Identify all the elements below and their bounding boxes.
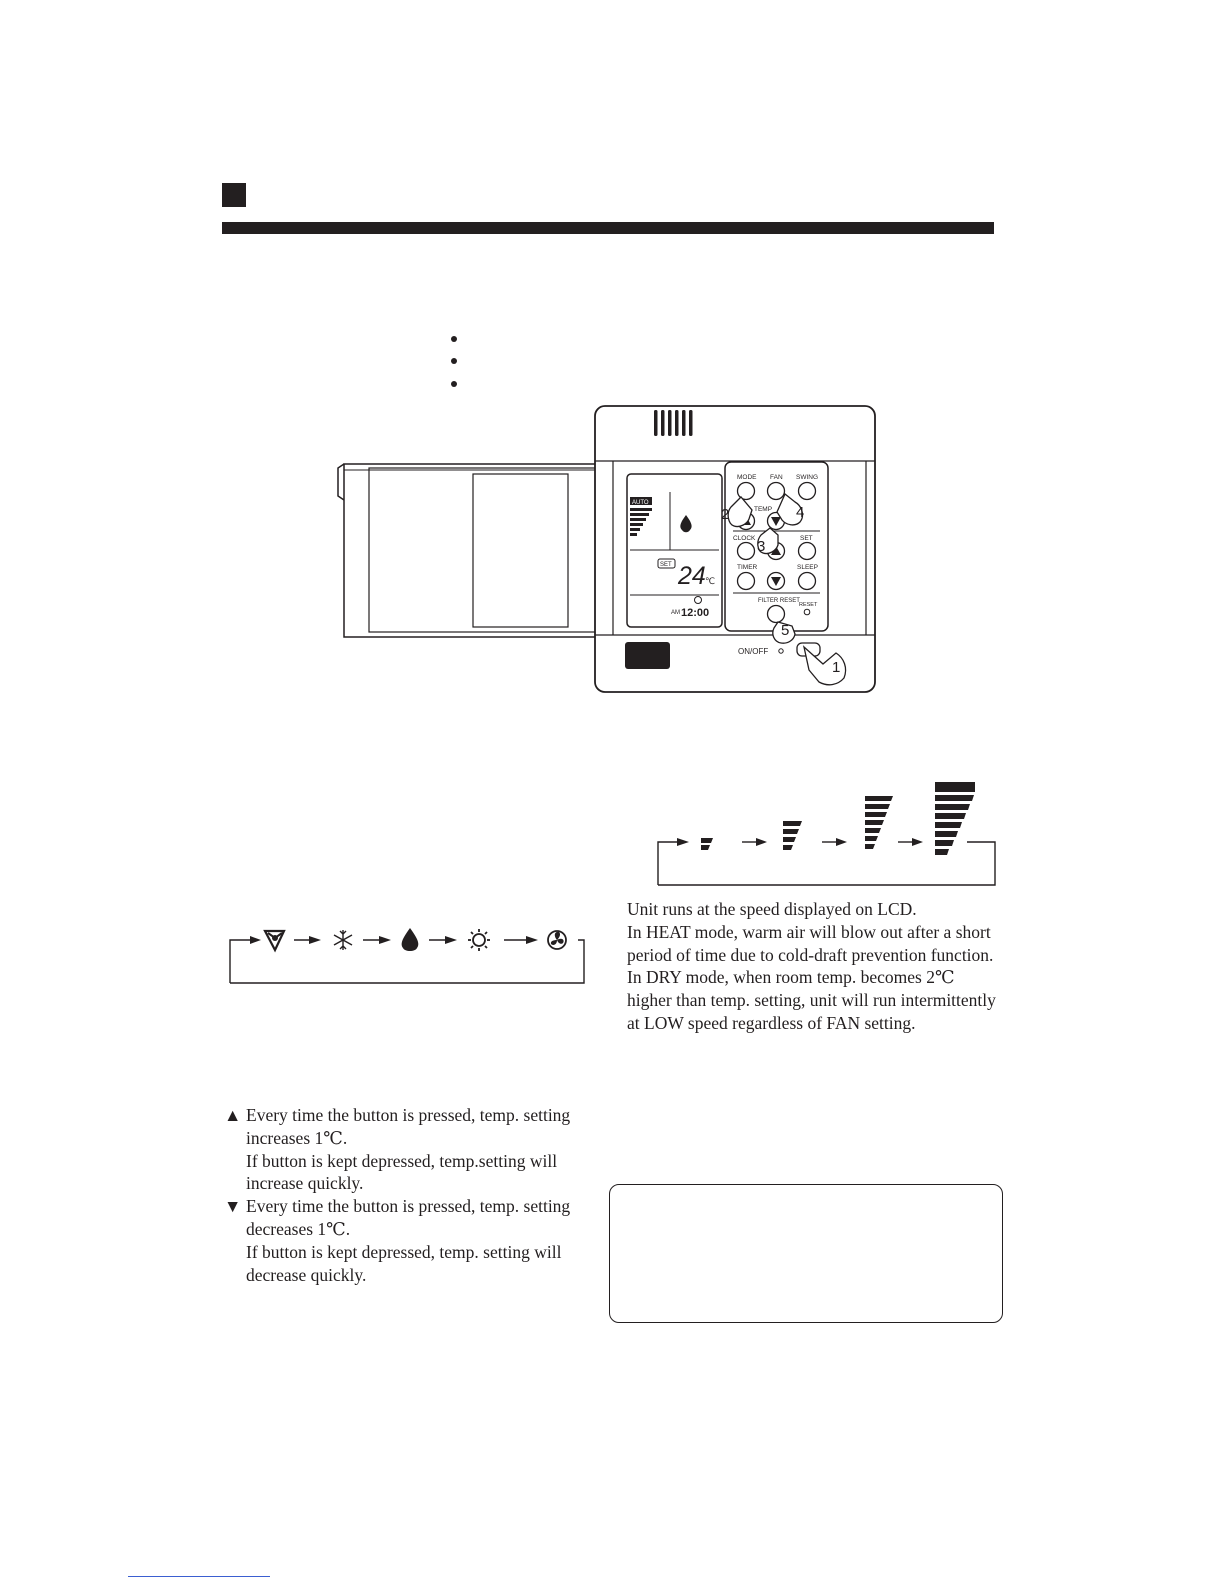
clock-button[interactable] [738,543,755,560]
dry-icon [402,928,419,951]
receiver-window [625,642,670,669]
fan-button[interactable] [768,483,785,500]
swing-label: SWING [796,474,819,481]
reset-button[interactable] [804,609,810,615]
fan-speed-sequence-diagram [655,782,1000,888]
fan-speed-auto-icon [935,782,975,855]
set-button[interactable] [799,543,816,560]
bullet [451,381,457,387]
sleep-button[interactable] [799,573,816,590]
clock-label: CLOCK [733,535,756,542]
temp-line: increases 1℃. [246,1127,348,1148]
filter-reset-label: FILTER RESET [758,598,800,604]
temp-line: Every time the button is pressed, temp. setting [246,1105,571,1125]
lcd-clock-time: 12:00 [681,607,710,619]
remote-controller-illustration [330,402,890,702]
temp-line: increase quickly. [246,1173,364,1194]
triangle-down-icon: ▼ [224,1196,242,1217]
fan-line: higher than temp. setting, unit will run intermittently [627,990,996,1011]
lcd-auto-label: AUTO [632,500,649,506]
bullet [451,336,457,342]
fan-line: period of time due to cold-draft prevention function. [627,944,994,965]
temp-line: Every time the button is pressed, temp. setting [246,1196,571,1217]
timer-label: TIMER [737,564,758,571]
temp-line: If button is kept depressed, temp.setting will [246,1150,558,1171]
on-off-label: ON/OFF [738,647,769,656]
note-box [609,1184,1003,1323]
power-indicator [779,649,783,653]
lcd-am-label: AM [671,610,680,616]
temp-line: If button is kept depressed, temp. setting will [246,1241,562,1262]
fan-label: FAN [770,474,783,481]
filter-reset-button[interactable] [768,606,785,623]
section-marker [222,183,246,207]
lcd-temperature: 24 [678,562,706,590]
step-number: 3 [757,538,766,555]
fan-line: Unit runs at the speed displayed on LCD. [627,899,917,919]
fan-speed-high-icon [865,796,893,849]
footer-link-underline[interactable] [128,1576,270,1577]
auto-icon [265,931,284,950]
step-number: 1 [832,659,841,676]
step-number: 4 [796,504,805,521]
triangle-up-icon: ▲ [224,1105,242,1125]
temp-label: TEMP [754,506,773,513]
set-label: SET [800,535,813,542]
sleep-label: SLEEP [797,564,818,571]
fan-line: In HEAT mode, warm air will blow out after a short [627,921,991,942]
heat-icon [468,929,490,951]
bullet [451,358,457,364]
mode-sequence-diagram [228,924,590,984]
fan-icon [548,931,566,949]
swing-button[interactable] [799,483,816,500]
lcd-temp-unit: ℃ [705,576,716,586]
fan-description [627,898,996,1035]
fan-speed-low-icon [701,838,713,850]
fan-line: In DRY mode, when room temp. becomes 2℃ [627,967,955,988]
temp-line: decrease quickly. [246,1264,367,1285]
step-number: 5 [781,622,790,639]
timer-button[interactable] [738,573,755,590]
cool-icon [334,930,352,950]
remote-slide-cover [344,464,598,637]
fan-line: at LOW speed regardless of FAN setting. [627,1012,916,1033]
mode-label: MODE [737,474,757,481]
temp-description [224,1104,570,1286]
fan-speed-medium-icon [783,821,802,850]
reset-label: RESET [799,602,818,608]
step-number: 2 [721,506,730,523]
temp-line: decreases 1℃. [246,1218,351,1239]
lcd-set-label: SET [660,562,672,568]
mode-button[interactable] [738,483,755,500]
header-rule [222,222,994,234]
